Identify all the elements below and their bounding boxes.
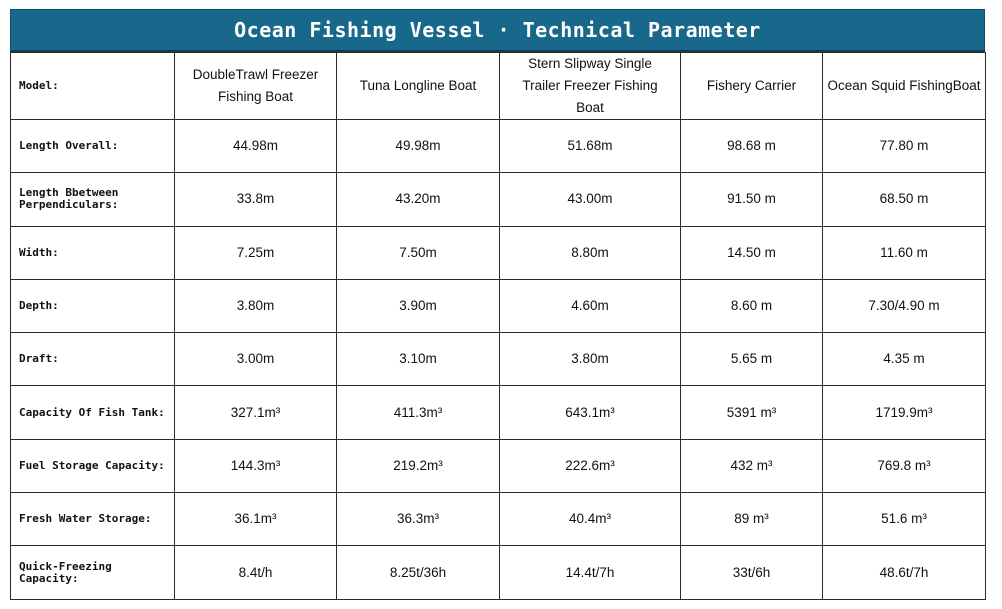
row-label bbox=[11, 173, 175, 226]
table-cell: 7.50m bbox=[337, 226, 500, 279]
table-cell: 51.6 m³ bbox=[823, 493, 986, 546]
table-cell: 219.2m³ bbox=[337, 439, 500, 492]
table-cell: 327.1m³ bbox=[175, 386, 337, 439]
table-cell: 11.60 m bbox=[823, 226, 986, 279]
table-cell: 1719.9m³ bbox=[823, 386, 986, 439]
table-cell: 3.80m bbox=[500, 333, 681, 386]
model-name-text: Stern Slipway Single Trailer Freezer Fishing Boat bbox=[522, 56, 658, 115]
table-cell: 14.4t/7h bbox=[500, 546, 681, 599]
table-cell: 3.00m bbox=[175, 333, 337, 386]
spec-sheet bbox=[10, 9, 985, 600]
model-name-text: Ocean Squid FishingBoat bbox=[827, 78, 981, 93]
table-cell: 33t/6h bbox=[681, 546, 823, 599]
table-cell: 8.60 m bbox=[681, 279, 823, 332]
table-title: Ocean Fishing Vessel · Technical Parameter bbox=[10, 9, 985, 52]
table-row bbox=[11, 546, 986, 599]
table-row bbox=[11, 493, 986, 546]
model-name bbox=[500, 53, 681, 120]
table-cell: 3.80m bbox=[175, 279, 337, 332]
table-cell: 40.4m³ bbox=[500, 493, 681, 546]
table-cell: 36.3m³ bbox=[337, 493, 500, 546]
table-cell: 222.6m³ bbox=[500, 439, 681, 492]
row-label bbox=[11, 546, 175, 599]
table-cell: 8.25t/36h bbox=[337, 546, 500, 599]
table-cell: 8.4t/h bbox=[175, 546, 337, 599]
table-cell: 769.8 m³ bbox=[823, 439, 986, 492]
table-row bbox=[11, 226, 986, 279]
model-name bbox=[681, 53, 823, 120]
table-cell: 144.3m³ bbox=[175, 439, 337, 492]
table-row bbox=[11, 173, 986, 226]
table-cell: 44.98m bbox=[175, 120, 337, 173]
table-row bbox=[11, 120, 986, 173]
row-label: Depth: bbox=[11, 279, 175, 332]
table-cell: 49.98m bbox=[337, 120, 500, 173]
table-cell: 98.68 m bbox=[681, 120, 823, 173]
technical-parameter-table bbox=[10, 52, 986, 600]
table-row bbox=[11, 279, 986, 332]
table-cell: 14.50 m bbox=[681, 226, 823, 279]
table-cell: 643.1m³ bbox=[500, 386, 681, 439]
table-cell: 36.1m³ bbox=[175, 493, 337, 546]
table-cell: 3.90m bbox=[337, 279, 500, 332]
table-cell: 8.80m bbox=[500, 226, 681, 279]
table-cell: 7.25m bbox=[175, 226, 337, 279]
table-cell: 43.00m bbox=[500, 173, 681, 226]
model-name-text: Tuna Longline Boat bbox=[359, 78, 477, 93]
model-label: Model: bbox=[11, 53, 175, 120]
model-name-text: DoubleTrawl Freezer Fishing Boat bbox=[192, 67, 319, 104]
table-cell: 43.20m bbox=[337, 173, 500, 226]
table-cell: 5.65 m bbox=[681, 333, 823, 386]
model-name bbox=[337, 53, 500, 120]
header-row bbox=[11, 53, 986, 120]
row-label: Fresh Water Storage: bbox=[11, 493, 175, 546]
table-cell: 91.50 m bbox=[681, 173, 823, 226]
table-cell: 33.8m bbox=[175, 173, 337, 226]
table-cell: 411.3m³ bbox=[337, 386, 500, 439]
table-row bbox=[11, 439, 986, 492]
table-cell: 432 m³ bbox=[681, 439, 823, 492]
row-label: Fuel Storage Capacity: bbox=[11, 439, 175, 492]
table-row bbox=[11, 333, 986, 386]
table-cell: 4.35 m bbox=[823, 333, 986, 386]
row-label-text: Quick-Freezing Capacity: bbox=[19, 559, 112, 585]
model-name bbox=[823, 53, 986, 120]
table-cell: 51.68m bbox=[500, 120, 681, 173]
row-label: Draft: bbox=[11, 333, 175, 386]
table-cell: 68.50 m bbox=[823, 173, 986, 226]
row-label: Capacity Of Fish Tank: bbox=[11, 386, 175, 439]
table-cell: 77.80 m bbox=[823, 120, 986, 173]
row-label-text: Length Bbetween Perpendiculars: bbox=[19, 186, 119, 212]
table-row bbox=[11, 386, 986, 439]
table-cell: 48.6t/7h bbox=[823, 546, 986, 599]
model-name bbox=[175, 53, 337, 120]
table-cell: 89 m³ bbox=[681, 493, 823, 546]
table-cell: 4.60m bbox=[500, 279, 681, 332]
table-cell: 3.10m bbox=[337, 333, 500, 386]
row-label: Length Overall: bbox=[11, 120, 175, 173]
model-name-text: Fishery Carrier bbox=[706, 78, 797, 93]
row-label: Width: bbox=[11, 226, 175, 279]
table-cell: 7.30/4.90 m bbox=[823, 279, 986, 332]
table-cell: 5391 m³ bbox=[681, 386, 823, 439]
